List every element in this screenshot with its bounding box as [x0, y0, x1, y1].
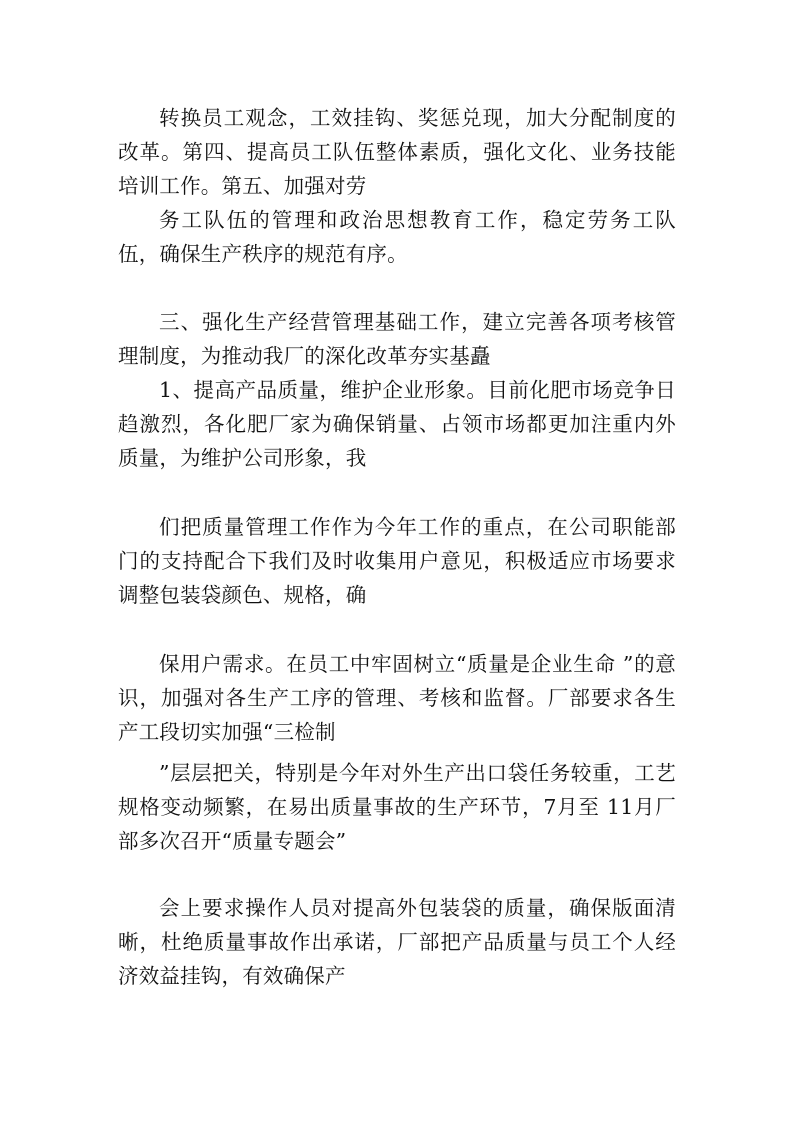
paragraph-2: 务工队伍的管理和政治思想教育工作，稳定劳务工队伍，确保生产秩序的规范有序。	[118, 208, 676, 266]
paragraph-3: 三、强化生产经营管理基础工作，建立完善各项考核管理制度，为推动我厂的深化改革夯实基矗	[118, 310, 676, 368]
paragraph-6: 保用户需求。在员工中牢固树立“质量是企业生命 ”的意识，加强对各生产工序的管理、考核和监督。厂部要求各生产工段切实加强“三检制	[118, 652, 676, 744]
paragraph-5: 们把质量管理工作作为今年工作的重点，在公司职能部门的支持配合下我们及时收集用户意见，积极适应市场要求调整包装袋颜色、规格，确	[118, 515, 676, 607]
paragraph-7: ”层层把关，特别是今年对外生产出口袋任务较重，工艺规格变动频繁，在易出质量事故的生产环节，7月至 11月厂部多次召开“质量专题会”	[118, 761, 676, 853]
paragraph-4: 1、提高产品质量，维护企业形象。目前化肥市场竞争日趋激烈，各化肥厂家为确保销量、占领市场都更加注重内外质量，为维护公司形象，我	[118, 378, 676, 470]
paragraph-8: 会上要求操作人员对提高外包装袋的质量，确保版面清晰，杜绝质量事故作出承诺，厂部把产品质量与员工个人经济效益挂钩，有效确保产	[118, 896, 676, 988]
paragraph-1: 转换员工观念，工效挂钩、奖惩兑现，加大分配制度的改革。第四、提高员工队伍整体素质，强化文化、业务技能培训工作。第五、加强对劳	[118, 106, 676, 198]
